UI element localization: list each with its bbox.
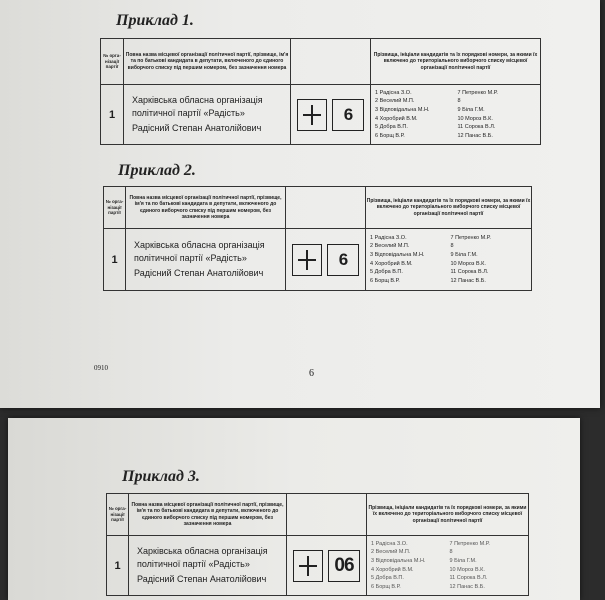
candidate-item: 2 Веселий М.П.	[371, 549, 411, 556]
header-mark-cell	[291, 39, 371, 85]
vote-mark-cell	[291, 85, 371, 145]
header-party: Повна назва місцевої організації політичної партії, прізвище, ім'я та по батькові кандидата в депутати, включеного до єдиного виборчого списку під першим номером, без зазначення номера	[129, 494, 287, 536]
candidate-item: 10 Мороз В.К.	[450, 260, 486, 267]
party-name-line2: політичної партії «Радість»	[132, 107, 245, 118]
example-3-title: Приклад 3.	[122, 468, 200, 485]
candidates-list	[370, 234, 527, 285]
candidate-item: 12 Панас В.Б.	[450, 277, 486, 284]
candidate-item: 8	[457, 98, 461, 105]
candidate-item: 11 Сорока В.Л.	[457, 124, 496, 131]
vote-mark-cell	[286, 229, 366, 291]
vote-mark-cell	[287, 536, 367, 596]
candidate-item: 7 Петренко М.Р.	[457, 89, 498, 96]
example-1-title: Приклад 1.	[116, 12, 194, 29]
header-number: № орга-нізації партії	[107, 494, 129, 536]
candidate-item: 5 Добра В.П.	[375, 124, 408, 131]
party-name-line2: політичної партії «Радість»	[137, 558, 250, 569]
header-number: № орга-нізації партії	[104, 187, 126, 229]
candidate-item: 2 Веселий М.П.	[370, 243, 410, 250]
candidate-item: 1 Радісна З.О.	[370, 234, 407, 241]
document-page-2	[8, 418, 580, 600]
plus-mark-box	[293, 550, 323, 582]
candidate-item: 3 Відповідальна М.Н.	[371, 557, 426, 564]
candidate-item: 7 Петренко М.Р.	[449, 540, 490, 547]
candidate-item: 11 Сорока В.Л.	[450, 269, 489, 276]
candidate-item: 3 Відповідальна М.Н.	[375, 106, 430, 113]
party-cell	[129, 536, 287, 596]
page-number: 6	[309, 368, 314, 379]
candidates-cell	[371, 85, 541, 145]
ballot-table-2	[103, 186, 532, 291]
party-leader: Радісний Степан Анатолійович	[132, 123, 262, 134]
header-party: Повна назва місцевої організації політичної партії, прізвище, ім'я та по батькові кандидата в депутати, включеного до єдиного виборчого списку під першим номером, без зазначення номера	[124, 39, 291, 85]
header-party: Повна назва місцевої організації політичної партії, прізвище, ім'я та по батькові кандидата в депутати, включеного до єдиного виборчого списку під першим номером, без зазначення номера	[126, 187, 286, 229]
party-name-line2: політичної партії «Радість»	[134, 252, 247, 263]
candidate-item: 6 Борщ В.Р.	[371, 583, 401, 590]
candidate-item: 5 Добра В.П.	[371, 575, 404, 582]
candidate-item: 8	[450, 243, 454, 250]
candidate-item: 2 Веселий М.П.	[375, 98, 415, 105]
party-name-line1: Харківська обласна організація	[132, 94, 263, 105]
candidate-item: 6 Борщ В.Р.	[375, 132, 405, 139]
candidate-item: 3 Відповідальна М.Н.	[370, 251, 425, 258]
party-number: 1	[107, 536, 129, 596]
candidate-item: 12 Панас В.Б.	[449, 583, 485, 590]
candidate-item: 7 Петренко М.Р.	[450, 234, 491, 241]
header-mark-cell	[287, 494, 367, 536]
candidates-cell	[366, 229, 532, 291]
candidate-item: 9 Біла Г.М.	[450, 251, 478, 258]
candidates-cell	[367, 536, 529, 596]
plus-mark-box	[292, 244, 322, 276]
header-candidates: Прізвища, ініціали кандидатів та їх порядкові номери, за якими їх включено до територіального виборчого списку місцевої організації політичної партії	[367, 494, 529, 536]
candidate-item: 1 Радісна З.О.	[375, 89, 412, 96]
candidate-number-box: 06	[328, 550, 360, 582]
party-cell	[126, 229, 286, 291]
document-code: 0910	[94, 364, 108, 372]
plus-mark-box	[297, 99, 327, 131]
candidate-item: 10 Мороз В.К.	[449, 566, 485, 573]
header-candidates: Прізвища, ініціали кандидатів та їх порядкові номери, за якими їх включено до територіального виборчого списку місцевої організації політичної партії	[366, 187, 532, 229]
party-leader: Радісний Степан Анатолійович	[134, 268, 264, 279]
candidate-item: 5 Добра В.П.	[370, 269, 403, 276]
candidate-item: 1 Радісна З.О.	[371, 540, 408, 547]
party-name-line1: Харківська обласна організація	[134, 239, 265, 250]
ballot-table-1	[100, 38, 541, 145]
candidates-list	[375, 89, 536, 140]
party-number: 1	[104, 229, 126, 291]
candidate-number-box: 6	[327, 244, 359, 276]
party-cell	[124, 85, 291, 145]
candidate-item: 4 Хоробрий В.М.	[370, 260, 413, 267]
candidates-list	[371, 540, 524, 591]
party-name-line1: Харківська обласна організація	[137, 545, 268, 556]
candidate-item: 9 Біла Г.М.	[449, 557, 477, 564]
party-leader: Радісний Степан Анатолійович	[137, 574, 267, 585]
ballot-table-3	[106, 493, 529, 596]
candidate-item: 4 Хоробрий В.М.	[375, 115, 418, 122]
header-candidates: Прізвища, ініціали кандидатів та їх порядкові номери, за якими їх включено до територіального виборчого списку місцевої організації політичної партії	[371, 39, 541, 85]
candidate-item: 12 Панас В.Б.	[457, 132, 493, 139]
candidate-item: 6 Борщ В.Р.	[370, 277, 400, 284]
example-2-title: Приклад 2.	[118, 162, 196, 179]
candidate-item: 10 Мороз В.К.	[457, 115, 493, 122]
party-number: 1	[101, 85, 124, 145]
header-mark-cell	[286, 187, 366, 229]
candidate-item: 4 Хоробрий В.М.	[371, 566, 414, 573]
candidate-item: 9 Біла Г.М.	[457, 106, 485, 113]
candidate-number-box: 6	[332, 99, 364, 131]
candidate-item: 11 Сорока В.Л.	[449, 575, 488, 582]
candidate-item: 8	[449, 549, 453, 556]
header-number: № орга-нізації партії	[101, 39, 124, 85]
